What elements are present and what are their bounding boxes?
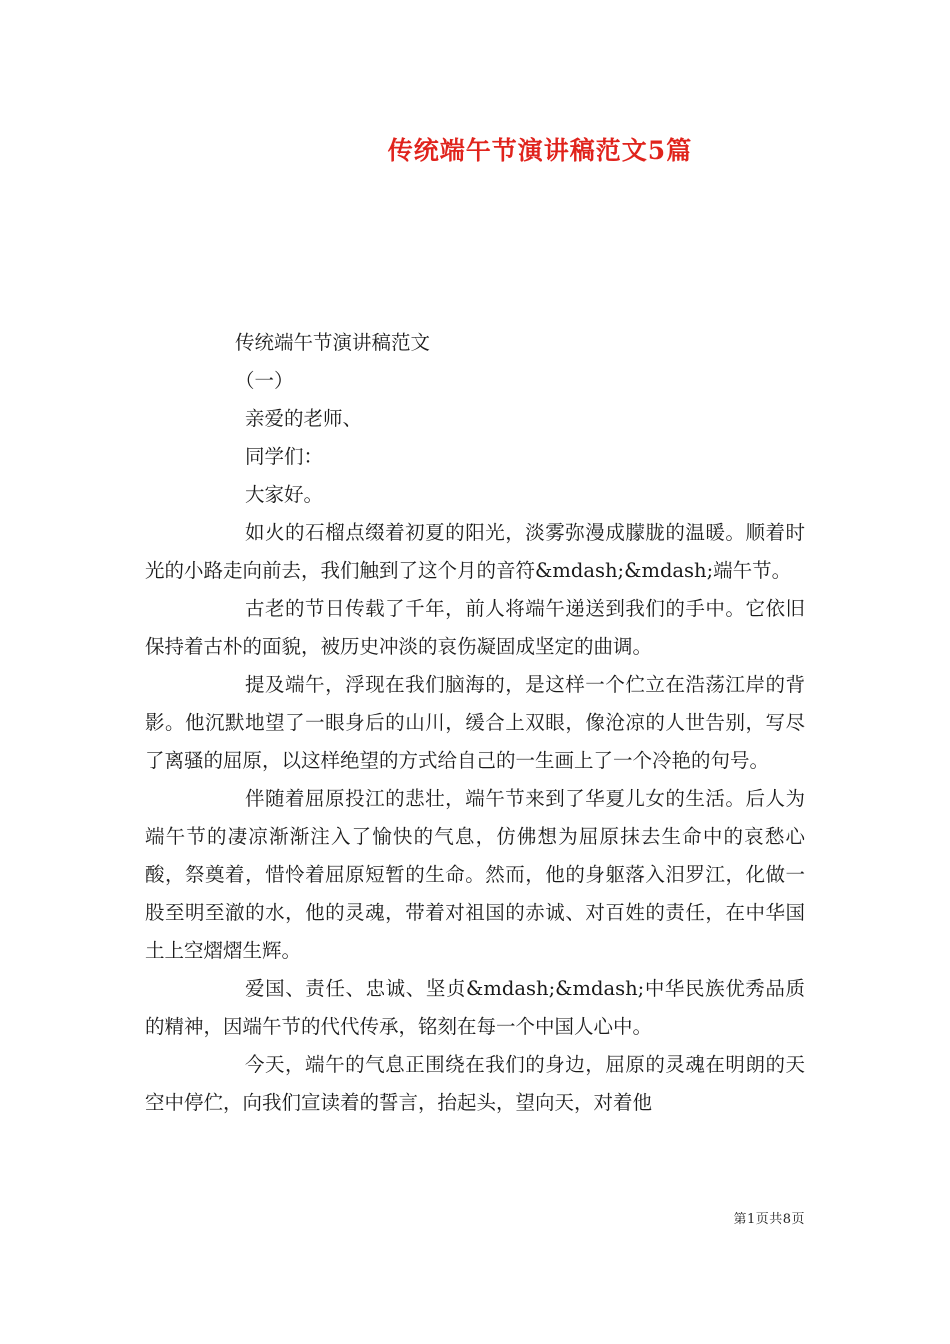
salutation-line: 同学们：: [245, 445, 324, 468]
document-title: 传统端午节演讲稿范文5篇: [387, 136, 693, 165]
body-paragraph: 如火的石榴点缀着初夏的阳光，淡雾弥漫成朦胧的温暖。顺着时光的小路走向前去，我们触到了这个月的音符&mdash;&mdash;端午节。: [145, 521, 805, 582]
body-paragraph: 提及端午，浮现在我们脑海的，是这样一个伫立在浩荡江岸的背影。他沉默地望了一眼身后的山川，缓合上双眼，像沧凉的人世告别，写尽了离骚的屈原，以这样绝望的方式给自己的一生画上了一个冷艳的句号。: [145, 673, 805, 772]
page-number: 第1页共8页: [733, 1212, 805, 1227]
document-body: [145, 324, 805, 1122]
greeting-line: 大家好。: [245, 483, 324, 506]
body-paragraph: 伴随着屈原投江的悲壮，端午节来到了华夏儿女的生活。后人为端午节的凄凉渐渐注入了愉快的气息，仿佛想为屈原抹去生命中的哀愁心酸，祭奠着，惜怜着屈原短暂的生命。然而，他的身躯落入汨罗江，化做一股至明至澈的水，他的灵魂，带着对祖国的赤诚、对百姓的责任，在中华国土上空熠熠生辉。: [145, 787, 805, 962]
section-number: （一）: [235, 369, 294, 392]
body-paragraph: 古老的节日传载了千年，前人将端午递送到我们的手中。它依旧保持着古朴的面貌，被历史冲淡的哀伤凝固成坚定的曲调。: [145, 597, 805, 658]
body-paragraph: 今天，端午的气息正围绕在我们的身边，屈原的灵魂在明朗的天空中停伫，向我们宣读着的誓言，抬起头，望向天，对着他: [145, 1053, 805, 1114]
section-heading: 传统端午节演讲稿范文: [235, 331, 431, 354]
salutation-line: 亲爱的老师、: [245, 407, 363, 430]
body-paragraph: 爱国、责任、忠诚、坚贞&mdash;&mdash;中华民族优秀品质的精神，因端午节的代代传承，铭刻在每一个中国人心中。: [145, 977, 805, 1038]
